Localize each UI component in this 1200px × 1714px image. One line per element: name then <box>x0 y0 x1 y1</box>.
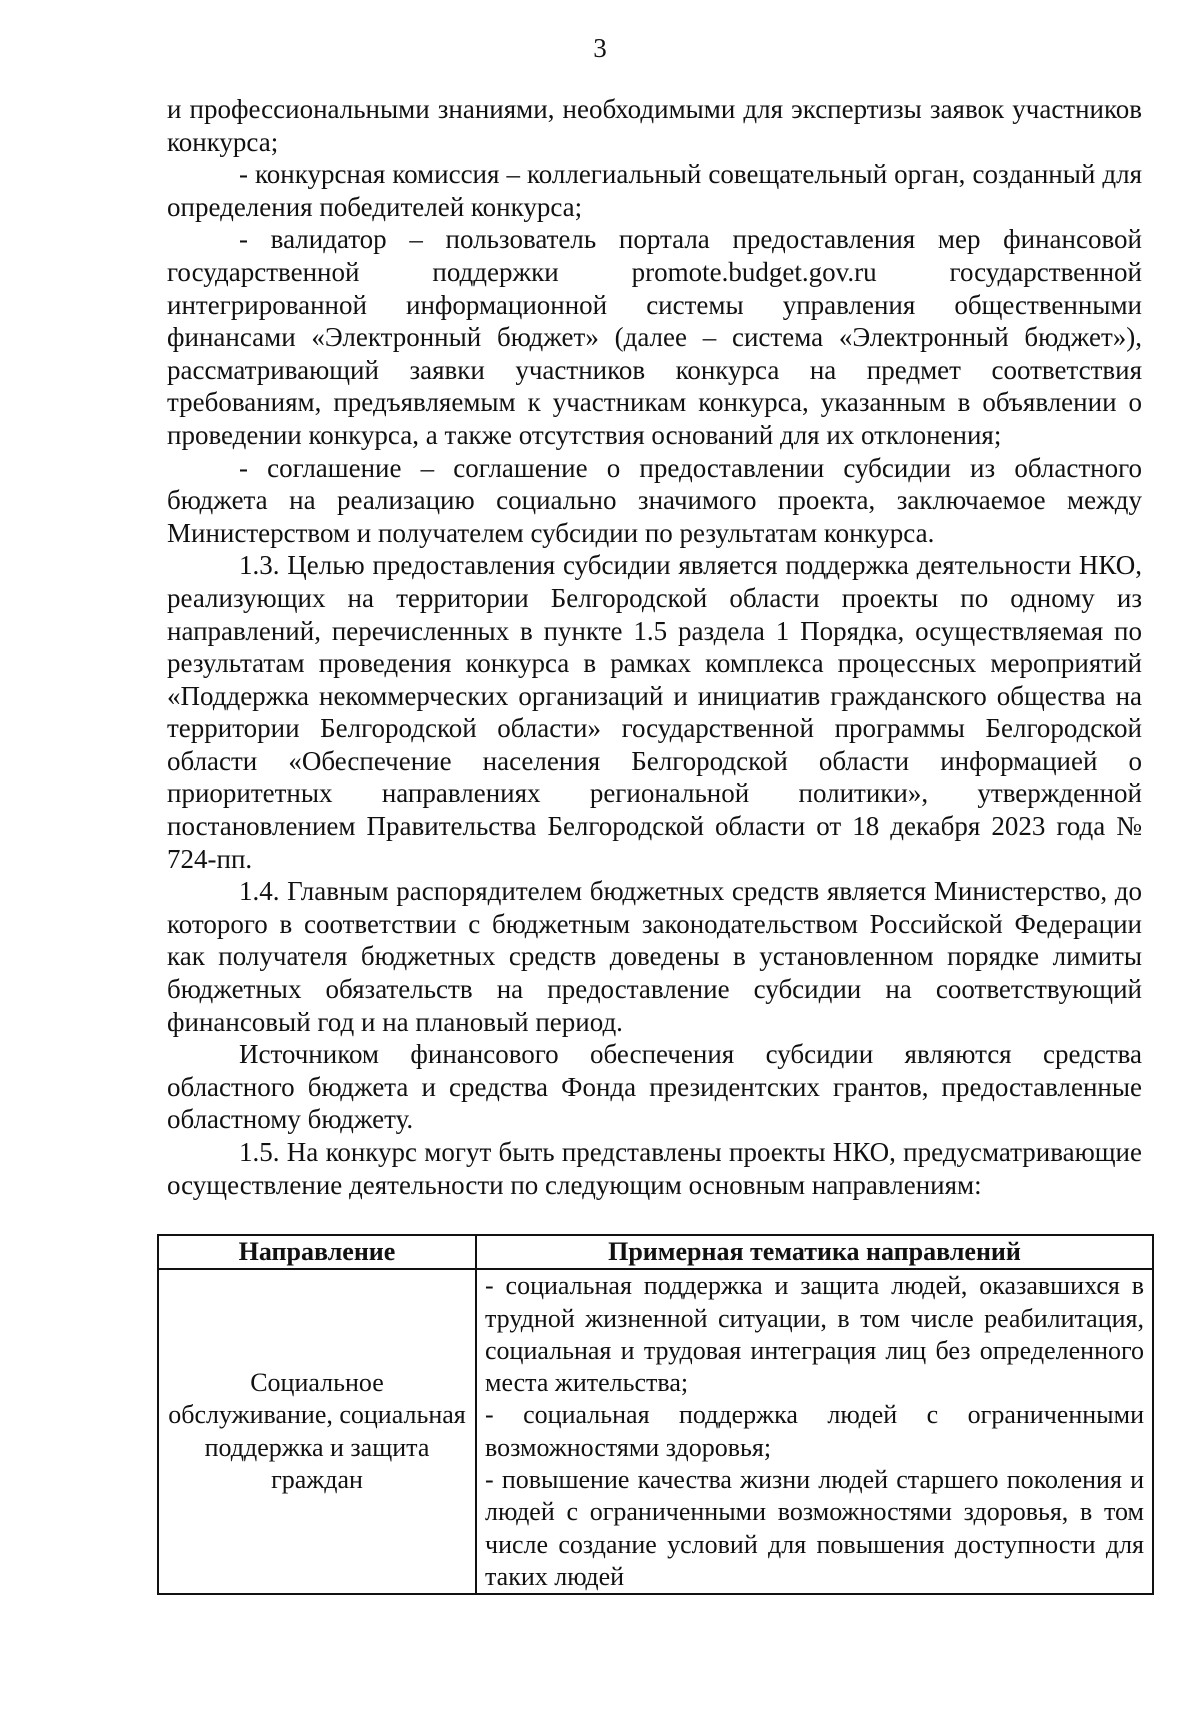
topic-item: - социальная поддержка людей с ограниченными возможностями здоровья; <box>485 1400 1144 1462</box>
paragraph-1-3: 1.3. Целью предоставления субсидии является поддержка деятельности НКО, реализующих на территории Белгородской области проекты по одному из направлений, перечисленных в пункте 1.5 раздела 1 Порядка, осуществляемая по результатам проведения конкурса в рамках комплекса процессных мероприятий «Поддержка некоммерческих организаций и инициатив гражданского общества на территории Белгородской области» государственной программы Белгородской области «Обеспечение населения Белгородской области информацией о приоритетных направлениях региональной политики», утвержденной постановлением Правительства Белгородской области от 18 декабря 2023 года № 724-пп. <box>167 550 1142 874</box>
table-header-row <box>158 1235 1153 1269</box>
table-row <box>158 1269 1153 1594</box>
paragraph-1-5: 1.5. На конкурс могут быть представлены проекты НКО, предусматривающие осуществление деятельности по следующим основным направлениям: <box>167 1137 1142 1200</box>
table-header-topics: Примерная тематика направлений <box>476 1235 1153 1269</box>
topic-item: - повышение качества жизни людей старшего поколения и людей с ограниченными возможностями здоровья, в том числе создание условий для повышения доступности для таких людей <box>485 1465 1144 1591</box>
paragraph-definition-agreement: - соглашение – соглашение о предоставлении субсидии из областного бюджета на реализацию социально значимого проекта, заключаемое между Министерством и получателем субсидии по результатам конкурса. <box>167 452 1142 548</box>
document-body <box>167 93 1142 1201</box>
directions-table <box>157 1234 1154 1595</box>
paragraph-1-4: 1.4. Главным распорядителем бюджетных средств является Министерство, до которого в соответствии с бюджетным законодательством Российской Федерации как получателя бюджетных средств доведены в установленном порядке лимиты бюджетных обязательств на предоставление субсидии на соответствующий финансовый год и на плановый период. <box>167 876 1142 1037</box>
paragraph-definition-commission: - конкурсная комиссия – коллегиальный совещательный орган, созданный для определения победителей конкурса; <box>167 159 1142 222</box>
paragraph-continuation: и профессиональными знаниями, необходимыми для экспертизы заявок участников конкурса; <box>167 94 1142 157</box>
topic-item: - социальная поддержка и защита людей, оказавшихся в трудной жизненной ситуации, в том числе реабилитация, социальная и трудовая интеграция лиц без определенного места жительства; <box>485 1271 1144 1398</box>
paragraph-funding-source: Источником финансового обеспечения субсидии являются средства областного бюджета и средства Фонда президентских грантов, предоставленные областному бюджету. <box>167 1039 1142 1135</box>
table-cell-topics <box>476 1269 1153 1594</box>
paragraph-definition-validator: - валидатор – пользователь портала предоставления мер финансовой государственной поддержки promote.budget.gov.ru государственной интегрированной информационной системы управления общественными финансами «Электронный бюджет» (далее – система «Электронный бюджет»), рассматривающий заявки участников конкурса на предмет соответствия требованиям, предъявляемым к участникам конкурса, указанным в объявлении о проведении конкурса, а также отсутствия оснований для их отклонения; <box>167 224 1142 450</box>
page-number: 3 <box>593 33 607 63</box>
table-cell-direction: Социальное обслуживание, социальная поддержка и защита граждан <box>158 1269 476 1594</box>
table-header-direction: Направление <box>158 1235 476 1269</box>
